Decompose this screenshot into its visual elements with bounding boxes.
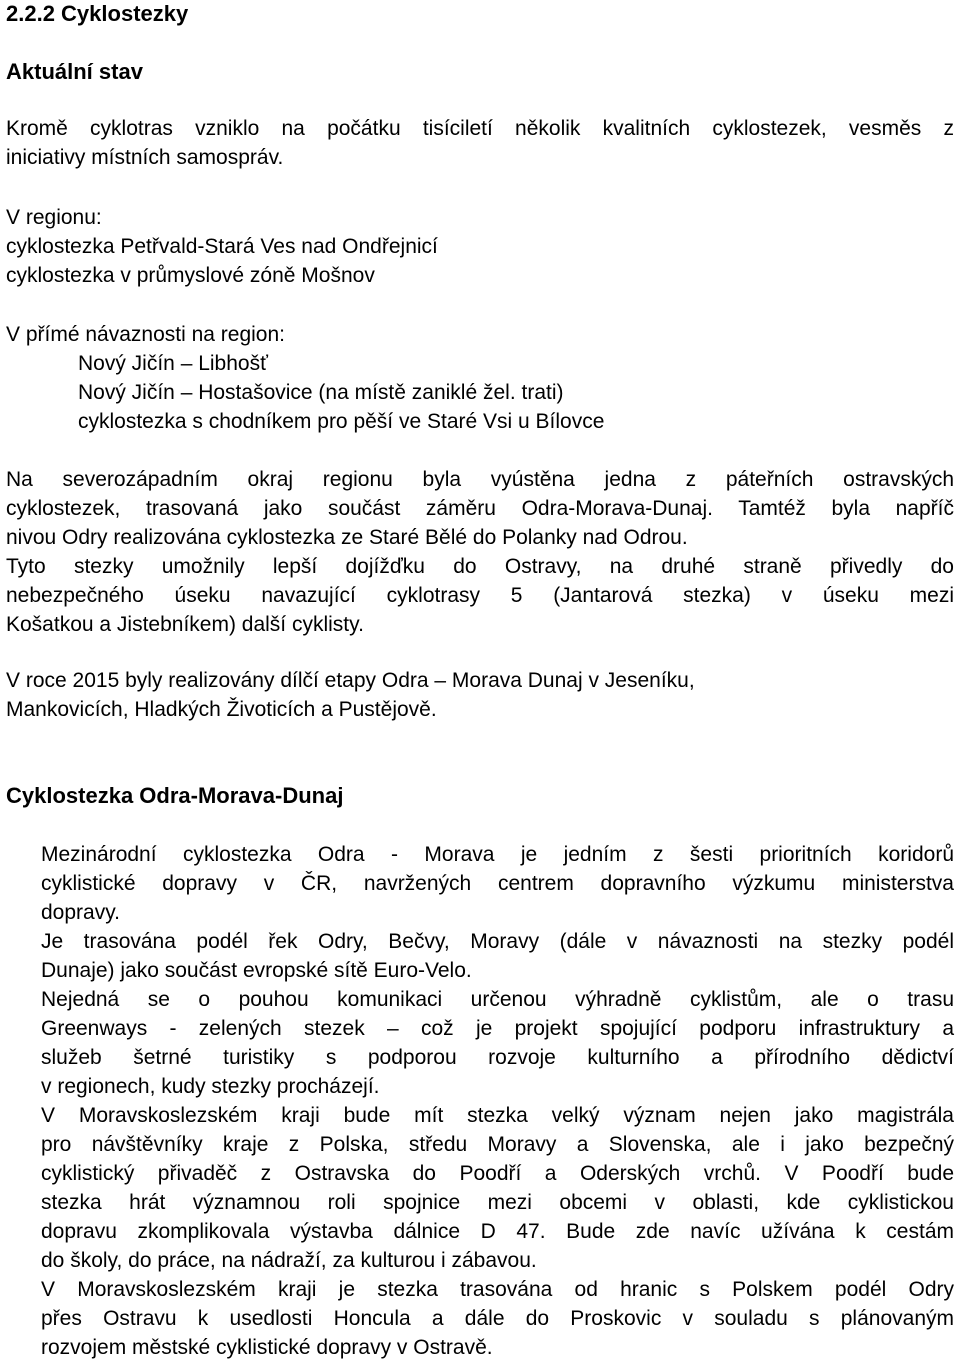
text-line: pro návštěvníky kraje z Polska, středu Moravy a Slovenska, ale i jako bezpečný: [41, 1133, 954, 1156]
text-line: v regionech, kudy stezky procházejí.: [41, 1075, 380, 1098]
text-line: cyklistické dopravy v ČR, navržených centrem dopravního výzkumu ministerstva: [41, 872, 954, 895]
list-item: Nový Jičín – Libhošť: [78, 352, 268, 375]
text-line: V roce 2015 byly realizovány dílčí etapy Odra – Morava Dunaj v Jeseníku,: [6, 669, 695, 692]
text-line: dopravu zkomplikovala výstavba dálnice D 47. Bude zde navíc užívána k cestám: [41, 1220, 954, 1243]
list-item: cyklostezka v průmyslové zóně Mošnov: [6, 264, 375, 287]
omd-heading: Cyklostezka Odra-Morava-Dunaj: [6, 783, 344, 808]
omd-paragraph: [41, 840, 954, 1362]
list-item: cyklostezka Petřvald-Stará Ves nad Ondřejnicí: [6, 235, 438, 258]
year-2015-paragraph: [6, 666, 954, 724]
list-item: Nový Jičín – Hostašovice (na místě zaniklé žel. trati): [78, 381, 564, 404]
text-line: do školy, do práce, na nádraží, za kulturou i zábavou.: [41, 1249, 537, 1272]
text-line: Košatkou a Jistebníkem) další cyklisty.: [6, 613, 364, 636]
text-line: dopravy.: [41, 901, 120, 924]
text-line: Kromě cyklotras vzniklo na počátku tisíciletí několik kvalitních cyklostezek, vesměs z: [6, 117, 954, 140]
adjacent-block: [6, 320, 954, 436]
list-item: cyklostezka s chodníkem pro pěší ve Staré Vsi u Bílovce: [78, 410, 605, 433]
text-line: V Moravskoslezském kraji bude mít stezka velký význam nejen jako magistrála: [41, 1104, 954, 1127]
text-line: Greenways - zelených stezek – což je projekt spojující podporu infrastruktury a: [41, 1017, 954, 1040]
region-label: V regionu:: [6, 206, 102, 229]
text-line: přes Ostravu k usedlosti Honcula a dále do Proskovic v souladu s plánovaným: [41, 1307, 954, 1330]
northwest-paragraph: [6, 465, 954, 639]
current-state-heading: Aktuální stav: [6, 59, 143, 84]
text-line: nivou Odry realizována cyklostezka ze Staré Bělé do Polanky nad Odrou.: [6, 526, 688, 549]
text-line: Nejedná se o pouhou komunikaci určenou výhradně cyklistům, ale o trasu: [41, 988, 954, 1011]
text-line: služeb šetrné turistiky s podporou rozvoje kulturního a přírodního dědictví: [41, 1046, 954, 1069]
text-line: Tyto stezky umožnily lepší dojížďku do Ostravy, na druhé straně přivedly do: [6, 555, 954, 578]
text-line: Mankovicích, Hladkých Životicích a Pustějově.: [6, 698, 437, 721]
text-line: Je trasována podél řek Odry, Bečvy, Moravy (dále v návaznosti na stezky podél: [41, 930, 954, 953]
text-line: stezka hrát významnou roli spojnice mezi obcemi v oblasti, kde cyklistickou: [41, 1191, 954, 1214]
text-line: Na severozápadním okraj regionu byla vyústěna jedna z páteřních ostravských: [6, 468, 954, 491]
text-line: Mezinárodní cyklostezka Odra - Morava je jedním z šesti prioritních koridorů: [41, 843, 954, 866]
text-line: iniciativy místních samospráv.: [6, 146, 284, 169]
adjacent-label: V přímé návaznosti na region:: [6, 323, 285, 346]
region-block: [6, 203, 954, 290]
text-line: cyklostezek, trasovaná jako součást záměru Odra-Morava-Dunaj. Tamtéž byla napříč: [6, 497, 954, 520]
section-title: 2.2.2 Cyklostezky: [6, 1, 189, 26]
text-line: cyklistický přivaděč z Ostravska do Poodří a Oderských vrchů. V Poodří bude: [41, 1162, 954, 1185]
text-line: rozvojem městské cyklistické dopravy v Ostravě.: [41, 1336, 493, 1359]
text-line: nebezpečného úseku navazující cyklotrasy 5 (Jantarová stezka) v úseku mezi: [6, 584, 954, 607]
text-line: V Moravskoslezském kraji je stezka trasována od hranic s Polskem podél Odry: [41, 1278, 954, 1301]
intro-paragraph: [6, 114, 954, 172]
text-line: Dunaje) jako součást evropské sítě Euro-Velo.: [41, 959, 472, 982]
